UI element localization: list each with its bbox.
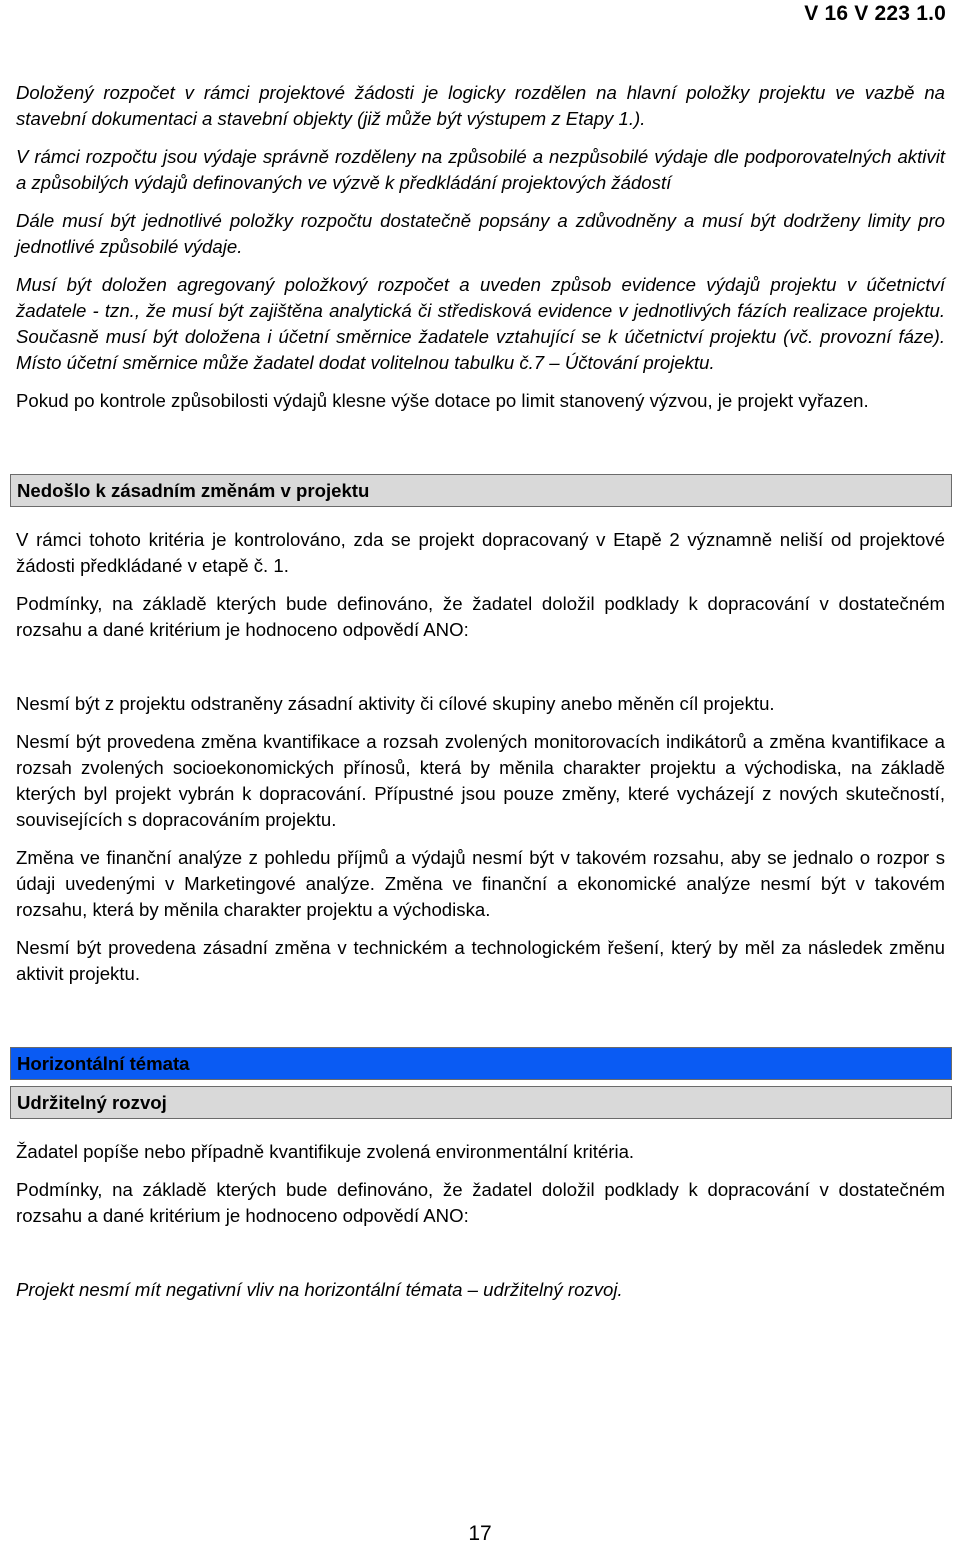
changes-paragraph-3: Nesmí být z projektu odstraněny zásadní aktivity či cílové skupiny anebo měněn cíl projektu. (16, 693, 775, 714)
horizontal-paragraph-1: Žadatel popíše nebo případně kvantifikuje zvolená environmentální kritéria. (16, 1141, 635, 1162)
changes-paragraph-5: Změna ve finanční analýze z pohledu příjmů a výdajů nesmí být v takovém rozsahu, aby se jednalo o rozpor s údaji uvedenými v Marketingové analýze. Změna ve finanční a ekonomické analýze nesmí být v takovém rozsahu, která by měnila charakter projektu a východiska. (16, 847, 945, 920)
horizontal-paragraph-2: Podmínky, na základě kterých bude definováno, že žadatel doložil podklady k dopracování v dostatečném rozsahu a dané kritérium je hodnoceno odpovědí ANO: (16, 1179, 945, 1226)
budget-paragraph-2: V rámci rozpočtu jsou výdaje správně rozděleny na způsobilé a nezpůsobilé výdaje dle podporovatelných aktivit a způsobilých výdajů definovaných ve výzvě k předkládání projektových žádostí (16, 146, 945, 193)
changes-paragraph-2: Podmínky, na základě kterých bude definováno, že žadatel doložil podklady k dopracování v dostatečném rozsahu a dané kritérium je hodnoceno odpovědí ANO: (16, 593, 945, 640)
changes-paragraph-4: Nesmí být provedena změna kvantifikace a rozsah zvolených monitorovacích indikátorů a změna kvantifikace a rozsah zvolených socioekonomických přínosů, která by měnila charakter projektu a východiska, na základě kterých byl projekt vybrán k dopracování. Přípustné jsou pouze změny, které vycházejí z nových skutečností, souvisejících s dopracováním projektu. (16, 731, 945, 830)
document-body (16, 80, 945, 1315)
section-spacer (16, 1241, 945, 1277)
subsection-heading-sustainable: Udržitelný rozvoj (10, 1086, 952, 1119)
section-spacer (16, 999, 945, 1047)
document-code: V 16 V 223 1.0 (804, 2, 946, 25)
changes-paragraph-1: V rámci tohoto kritéria je kontrolováno, zda se projekt dopracovaný v Etapě 2 významně neliší od projektové žádosti předkládané v etapě č. 1. (16, 529, 945, 576)
budget-paragraph-5: Pokud po kontrole způsobilosti výdajů klesne výše dotace po limit stanovený výzvou, je projekt vyřazen. (16, 390, 869, 411)
section-spacer (16, 655, 945, 691)
section-heading-horizontal: Horizontální témata (10, 1047, 952, 1080)
budget-paragraph-3: Dále musí být jednotlivé položky rozpočtu dostatečně popsány a zdůvodněny a musí být dodrženy limity pro jednotlivé způsobilé výdaje. (16, 210, 945, 257)
section-spacer (16, 426, 945, 474)
budget-paragraph-1: Doložený rozpočet v rámci projektové žádosti je logicky rozdělen na hlavní položky projektu ve vazbě na stavební dokumentaci a stavební objekty (již může být výstupem z Etapy 1.). (16, 82, 945, 129)
page-number: 17 (468, 1522, 492, 1545)
horizontal-paragraph-3: Projekt nesmí mít negativní vliv na horizontální témata – udržitelný rozvoj. (16, 1279, 623, 1300)
changes-paragraph-6: Nesmí být provedena zásadní změna v technickém a technologickém řešení, který by měl za následek změnu aktivit projektu. (16, 937, 945, 984)
section-heading-changes: Nedošlo k zásadním změnám v projektu (10, 474, 952, 507)
budget-paragraph-4: Musí být doložen agregovaný položkový rozpočet a uveden způsob evidence výdajů projektu v účetnictví žadatele - tzn., že musí být zajištěna analytická či středisková evidence v jednotlivých fázích realizace projektu. Současně musí být doložena i účetní směrnice žadatele vztahující se k účetnictví projektu (vč. provozní fáze). Místo účetní směrnice může žadatel dodat volitelnou tabulku č.7 – Účtování projektu. (16, 274, 945, 373)
